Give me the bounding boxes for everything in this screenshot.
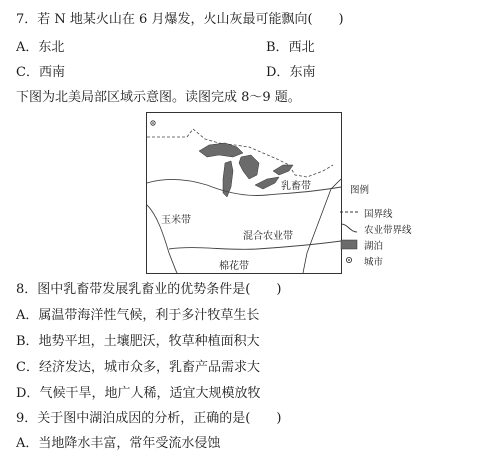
q7-option-a	[16, 36, 64, 55]
curve-line-icon	[340, 222, 358, 234]
option-text: 西北	[288, 40, 315, 55]
legend-label: 国界线	[364, 209, 393, 220]
map-drawing	[147, 113, 341, 273]
option-text: 当地降水丰富，常年受流水侵蚀	[38, 436, 221, 451]
lake-ontario	[273, 165, 293, 175]
q8-option-d	[16, 382, 260, 401]
lake-erie	[255, 177, 279, 189]
lake-swatch-icon	[340, 238, 358, 250]
option-text: 地势平坦，土壤肥沃，牧草种植面积大	[38, 334, 260, 349]
coastline	[303, 179, 341, 273]
lake-huron	[239, 155, 259, 179]
legend-label: 湖泊	[364, 241, 384, 252]
option-letter: C．	[16, 65, 39, 80]
q7-option-c	[16, 61, 65, 80]
option-letter: D．	[16, 386, 40, 401]
option-letter: A．	[16, 436, 39, 451]
q9-option-a	[16, 432, 220, 451]
dashed-line-icon	[340, 206, 358, 218]
label-mixed-belt: 混合农业带	[243, 231, 293, 242]
option-text: 经济发达，城市众多，乳畜产品需求大	[38, 360, 260, 375]
legend-title: 图例	[350, 185, 370, 196]
intro-text: 下图为北美局部区域示意图。读图完成 8～9 题。	[16, 90, 301, 105]
q8-option-a	[16, 304, 259, 323]
option-letter: D．	[266, 65, 290, 80]
option-letter: C．	[16, 360, 39, 375]
option-text: 属温带海洋性气候，利于多汁牧草生长	[38, 308, 260, 323]
option-text: 东南	[289, 65, 316, 80]
q8-stem: 8．图中乳畜带发展乳畜业的优势条件是( )	[16, 282, 282, 297]
option-text: 西南	[38, 65, 65, 80]
label-corn-belt: 玉米带	[161, 215, 191, 226]
option-letter: A．	[16, 40, 39, 55]
belt-boundary-dairy	[147, 179, 341, 195]
q7-option-d	[266, 61, 315, 80]
q7-option-b	[266, 36, 315, 55]
option-letter: A．	[16, 308, 39, 323]
q8-option-b	[16, 330, 260, 349]
north-america-map	[146, 112, 342, 274]
legend-label: 农业带界线	[364, 225, 412, 236]
q8-option-c	[16, 356, 260, 375]
option-letter: B．	[266, 40, 289, 55]
label-cotton-belt: 棉花带	[219, 261, 249, 272]
label-dairy-belt: 乳畜带	[281, 181, 311, 192]
q7-stem: 7．若 N 地某火山在 6 月爆发，火山灰最可能飘向( )	[16, 12, 344, 27]
option-text: 东北	[38, 40, 65, 55]
option-text: 气候干旱，地广人稀，适宜大规模放牧	[39, 386, 261, 401]
option-letter: B．	[16, 334, 39, 349]
belt-boundary-cotton	[169, 241, 341, 249]
city-dot-icon	[340, 254, 358, 266]
q9-stem: 9．关于图中湖泊成因的分析，正确的是( )	[16, 411, 282, 426]
legend-label: 城市	[364, 257, 384, 268]
